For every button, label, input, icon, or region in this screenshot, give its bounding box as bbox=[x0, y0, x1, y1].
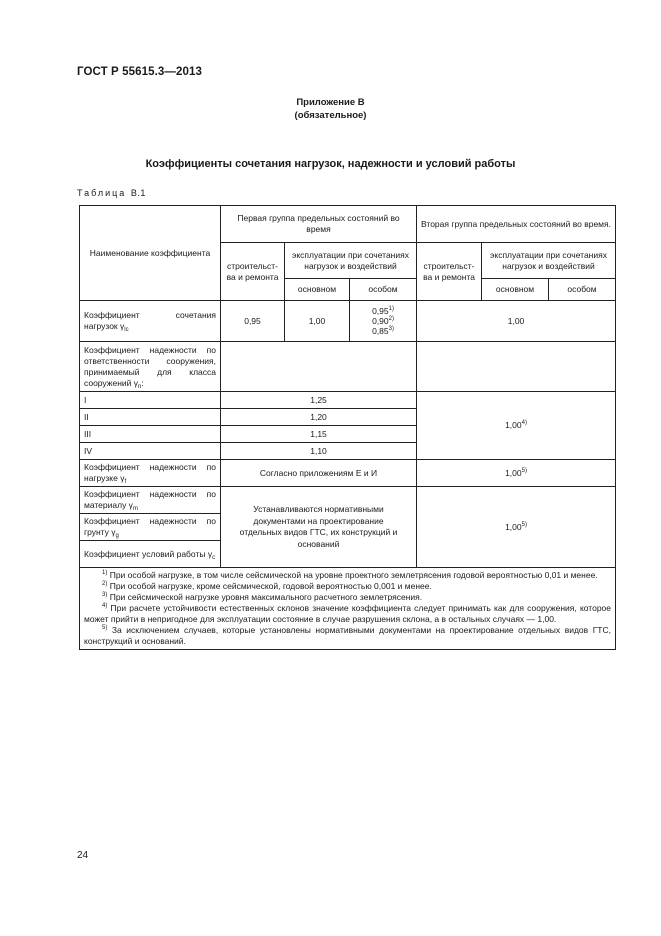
coef-name-cell bbox=[80, 301, 221, 342]
header-special-2: особом bbox=[549, 279, 616, 301]
value-cell: 1,00$^{5)}$ bbox=[417, 460, 616, 487]
coef-name-cell bbox=[80, 487, 221, 514]
header-operation: эксплуатации при сочетаниях нагрузок и воздействий bbox=[285, 243, 417, 279]
header-special: особом bbox=[350, 279, 417, 301]
header-coef-name: Наименование коэффициента bbox=[80, 206, 221, 301]
value-cell: 0,95 bbox=[221, 301, 285, 342]
table-row bbox=[80, 487, 616, 514]
coef-name: Коэффициент надежности по ответственности сооружения, принимаемый для класса сооружений γ bbox=[84, 344, 216, 388]
header-basic: основном bbox=[285, 279, 350, 301]
footnote-ref: 5) bbox=[521, 521, 527, 528]
class-label: II bbox=[80, 409, 221, 426]
table-row bbox=[80, 392, 616, 409]
footnote-ref: 3) bbox=[388, 326, 394, 332]
note-item: $^{4)}$ При расчете устойчивости естественных склонов значение коэффициента следует принимать как для сооружения, которое может прийти в непригодное для эксплуатации состояние в случае разрушения склона, а в остальных случаях — 1,00. bbox=[84, 603, 612, 624]
coef-subscript: f bbox=[124, 479, 127, 485]
special-value: 0,95$^{1)}$ bbox=[372, 306, 394, 316]
value-cell: Устанавливаются нормативными документами на проектирование отдельных видов ГТС, их конструкций и оснований bbox=[221, 487, 417, 568]
value-cell: 1,00$^{5)}$ bbox=[417, 487, 616, 568]
table-header-row bbox=[80, 206, 616, 243]
coef-name: Коэффициент сочетания нагрузок γ bbox=[84, 310, 216, 331]
coef-name: Коэффициент надежности по материалу γ bbox=[84, 489, 216, 510]
coef-name-cell bbox=[80, 541, 221, 568]
special-values-cell bbox=[350, 301, 417, 342]
coefficients-table bbox=[79, 205, 616, 650]
coef-subscript: m bbox=[132, 506, 138, 512]
value-cell: 1,20 bbox=[221, 409, 417, 426]
header-operation-2: эксплуатации при сочетаниях нагрузок и воздействий bbox=[482, 243, 616, 279]
table-row bbox=[80, 460, 616, 487]
header-group2: Вторая группа предельных состояний во время. bbox=[417, 206, 616, 243]
coef-subscript: lc bbox=[124, 327, 129, 333]
header-group1: Первая группа предельных состояний во время bbox=[221, 206, 417, 243]
table-caption-label: Таблица bbox=[77, 188, 127, 198]
coef-subscript: c bbox=[212, 554, 216, 561]
coef-subscript: n bbox=[138, 383, 142, 390]
table-caption-number: В.1 bbox=[130, 188, 146, 198]
class-label: IV bbox=[80, 443, 221, 460]
value-cell: 1,00$^{4)}$ bbox=[417, 392, 616, 460]
class-label: III bbox=[80, 426, 221, 443]
footnote-ref: 5) bbox=[521, 467, 527, 474]
footnote-ref: 2) bbox=[388, 316, 394, 322]
coef-name-cell bbox=[80, 460, 221, 487]
empty-cell bbox=[221, 342, 417, 392]
footnote-ref: 1) bbox=[388, 306, 394, 312]
coef-name: Коэффициент надежности по нагрузке γ bbox=[84, 462, 216, 483]
page-number: 24 bbox=[77, 850, 89, 861]
coef-subscript: g bbox=[115, 533, 119, 539]
notes-cell bbox=[80, 568, 616, 650]
empty-cell bbox=[417, 342, 616, 392]
note-item: $^{3)}$ При сейсмической нагрузке уровня максимального расчетного землетрясения. bbox=[102, 592, 423, 602]
note-item: $^{1)}$ При особой нагрузке, в том числе сейсмической на уровне проектного землетрясения годовой вероятностью 0,01 и менее. bbox=[102, 570, 598, 580]
notes-row bbox=[80, 568, 616, 650]
table-caption bbox=[77, 188, 146, 198]
annex-title: Приложение В bbox=[296, 97, 365, 108]
table-row bbox=[80, 342, 616, 392]
coef-name-cell: Коэффициент надежности по ответственности сооружения, принимаемый для класса сооружений $\gamma_n$: bbox=[80, 342, 221, 392]
note-mark: 1) bbox=[102, 570, 108, 576]
note-mark: 4) bbox=[102, 603, 108, 609]
footnote-ref: 4) bbox=[521, 420, 527, 426]
note-mark: 5) bbox=[102, 625, 108, 631]
value-cell: 1,00 bbox=[417, 301, 616, 342]
note-item: $^{2)}$ При особой нагрузке, кроме сейсмической, годовой вероятностью 0,001 и менее. bbox=[102, 581, 432, 591]
annex-heading bbox=[0, 96, 661, 122]
special-value: 0,85$^{3)}$ bbox=[372, 326, 394, 336]
class-label: I bbox=[80, 392, 221, 409]
value-cell: Согласно приложениям Е и И bbox=[221, 460, 417, 487]
annex-status: (обязательное) bbox=[294, 110, 367, 121]
value-cell: 1,25 bbox=[221, 392, 417, 409]
coef-name-cell bbox=[80, 514, 221, 541]
note-item: $^{5)}$ За исключением случаев, которые установлены нормативными документами на проектирование отдельных видов ГТС, конструкций и оснований. bbox=[84, 625, 612, 646]
header-construction: строительст-ва и ремонта bbox=[221, 243, 285, 301]
note-mark: 2) bbox=[102, 581, 108, 587]
document-code: ГОСТ Р 55615.3—2013 bbox=[77, 66, 202, 78]
header-basic-2: основном bbox=[482, 279, 549, 301]
section-title: Коэффициенты сочетания нагрузок, надежности и условий работы bbox=[145, 158, 516, 170]
value-cell: 1,00 bbox=[285, 301, 350, 342]
value-cell: 1,10 bbox=[221, 443, 417, 460]
special-value: 0,90$^{2)}$ bbox=[372, 316, 394, 326]
table-row bbox=[80, 301, 616, 342]
coef-name: Коэффициент условий работы γ bbox=[84, 548, 213, 559]
note-mark: 3) bbox=[102, 592, 108, 598]
value-cell: 1,15 bbox=[221, 426, 417, 443]
header-construction-2: строительст-ва и ремонта bbox=[417, 243, 482, 301]
coef-name: Коэффициент надежности по грунту γ bbox=[84, 516, 216, 537]
